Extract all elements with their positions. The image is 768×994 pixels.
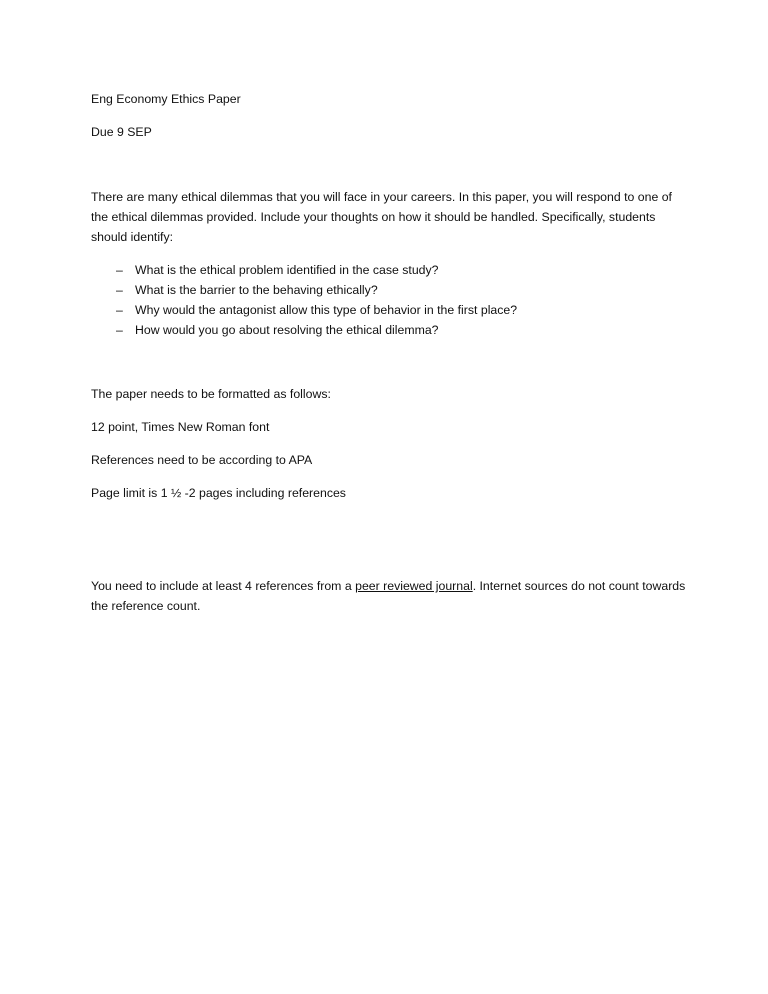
peer-reviewed-journal-link[interactable]: peer reviewed journal	[355, 579, 473, 593]
document-page	[91, 89, 691, 616]
references-paragraph	[91, 576, 691, 616]
intro-paragraph: There are many ethical dilemmas that you will face in your careers. In this paper, you will respond to one of the ethical dilemmas provided. Include your thoughts on how it should be handled. Specifically, students should identify:	[91, 190, 672, 244]
question-text: How would you go about resolving the ethical dilemma?	[135, 323, 439, 337]
format-line-font: 12 point, Times New Roman font	[91, 420, 270, 434]
dash-bullet-icon: –	[116, 283, 123, 297]
question-list	[91, 260, 691, 340]
format-intro: The paper needs to be formatted as follows:	[91, 387, 331, 401]
due-date: Due 9 SEP	[91, 125, 152, 139]
list-item	[91, 320, 691, 340]
question-text: What is the ethical problem identified in the case study?	[135, 263, 439, 277]
question-text: Why would the antagonist allow this type of behavior in the first place?	[135, 303, 518, 317]
format-line-page-limit: Page limit is 1 ½ -2 pages including references	[91, 486, 346, 500]
references-text-after: . Internet sources do not count towards the reference count.	[91, 579, 686, 613]
dash-bullet-icon: –	[116, 303, 123, 317]
question-text: What is the barrier to the behaving ethically?	[135, 283, 378, 297]
dash-bullet-icon: –	[116, 323, 123, 337]
list-item	[91, 300, 691, 320]
dash-bullet-icon: –	[116, 263, 123, 277]
references-text-before: You need to include at least 4 references from a	[91, 579, 356, 593]
list-item	[91, 260, 691, 280]
document-title: Eng Economy Ethics Paper	[91, 92, 241, 106]
list-item	[91, 280, 691, 300]
format-line-apa: References need to be according to APA	[91, 453, 313, 467]
